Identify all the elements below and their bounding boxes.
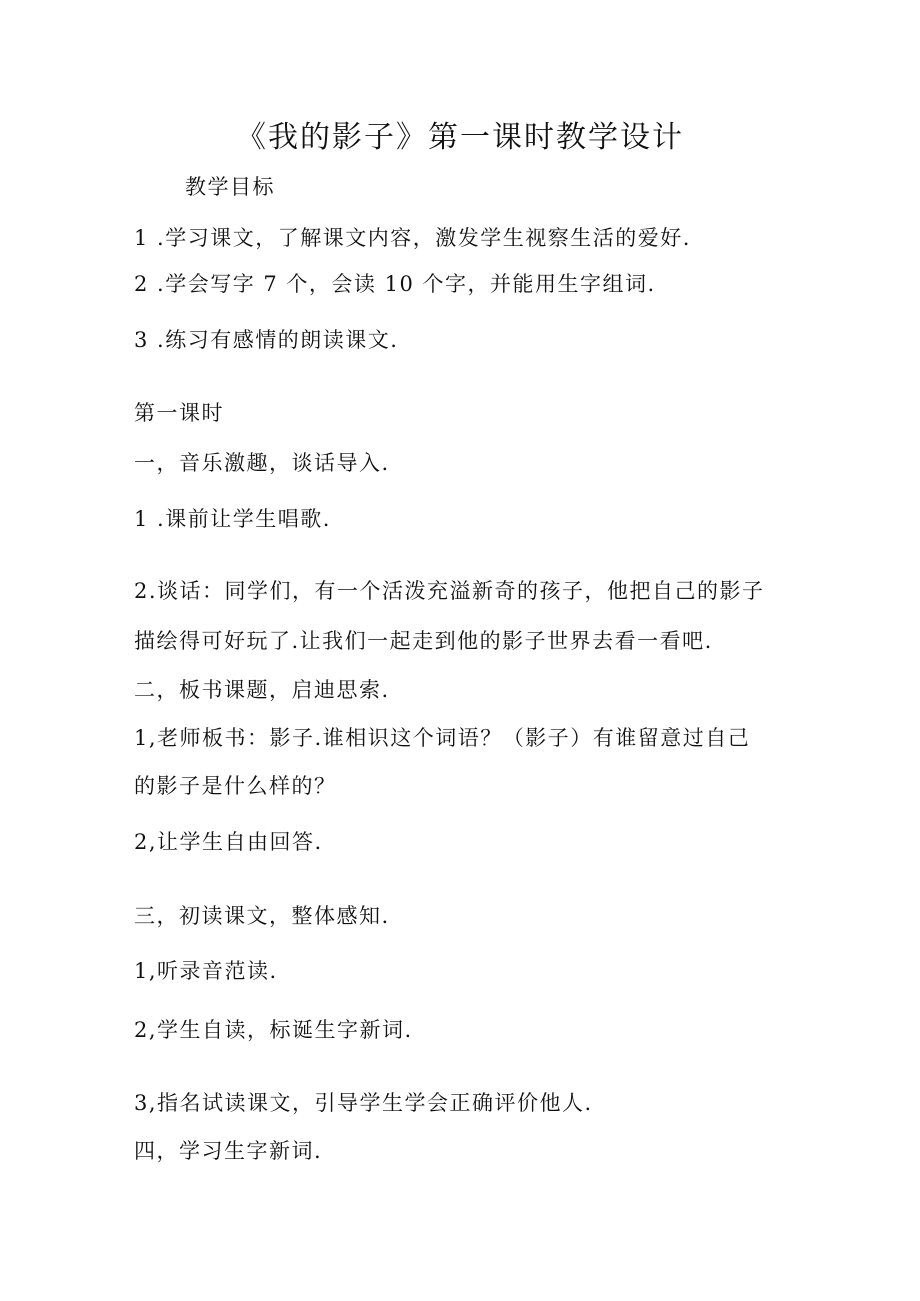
lesson-heading: 第一课时 — [134, 401, 224, 425]
objective-item-2: 2 .学会写字 7 个，会读 10 个字，并能用生字组词. — [134, 272, 656, 296]
section-3-item-1: 1,听录音范读. — [134, 959, 278, 983]
section-4-heading: 四，学习生字新词. — [134, 1139, 323, 1163]
objectives-heading: 教学目标 — [185, 175, 275, 199]
section-3-item-2: 2,学生自读，标诞生字新词. — [134, 1018, 413, 1042]
section-2-item-1-line-2: 的影子是什么样的？ — [134, 774, 337, 798]
section-3-item-3: 3,指名试读课文，引导学生学会正确评价他人. — [134, 1091, 593, 1115]
section-1-heading: 一，音乐激趣，谈话导入. — [134, 451, 390, 475]
section-1-item-2-line-2: 描绘得可好玩了.让我们一起走到他的影子世界去看一看吧. — [134, 629, 713, 653]
objective-item-3: 3 .练习有感情的朗读课文. — [134, 328, 399, 352]
section-2-heading: 二，板书课题，启迪思索. — [134, 678, 390, 702]
section-1-item-1: 1 .课前让学生唱歌. — [134, 507, 331, 531]
section-1-item-2-line-1: 2.谈话：同学们，有一个活泼充溢新奇的孩子，他把自己的影子 — [134, 579, 765, 603]
section-3-heading: 三，初读课文，整体感知. — [134, 904, 390, 928]
document-title: 《我的影子》第一课时教学设计 — [236, 120, 684, 155]
section-2-item-1-line-1: 1,老师板书：影子.谁相识这个词语？（影子）有谁留意过自己 — [134, 726, 751, 750]
objective-item-1: 1 .学习课文，了解课文内容，激发学生视察生活的爱好. — [134, 226, 691, 250]
section-2-item-2: 2,让学生自由回答. — [134, 830, 323, 854]
